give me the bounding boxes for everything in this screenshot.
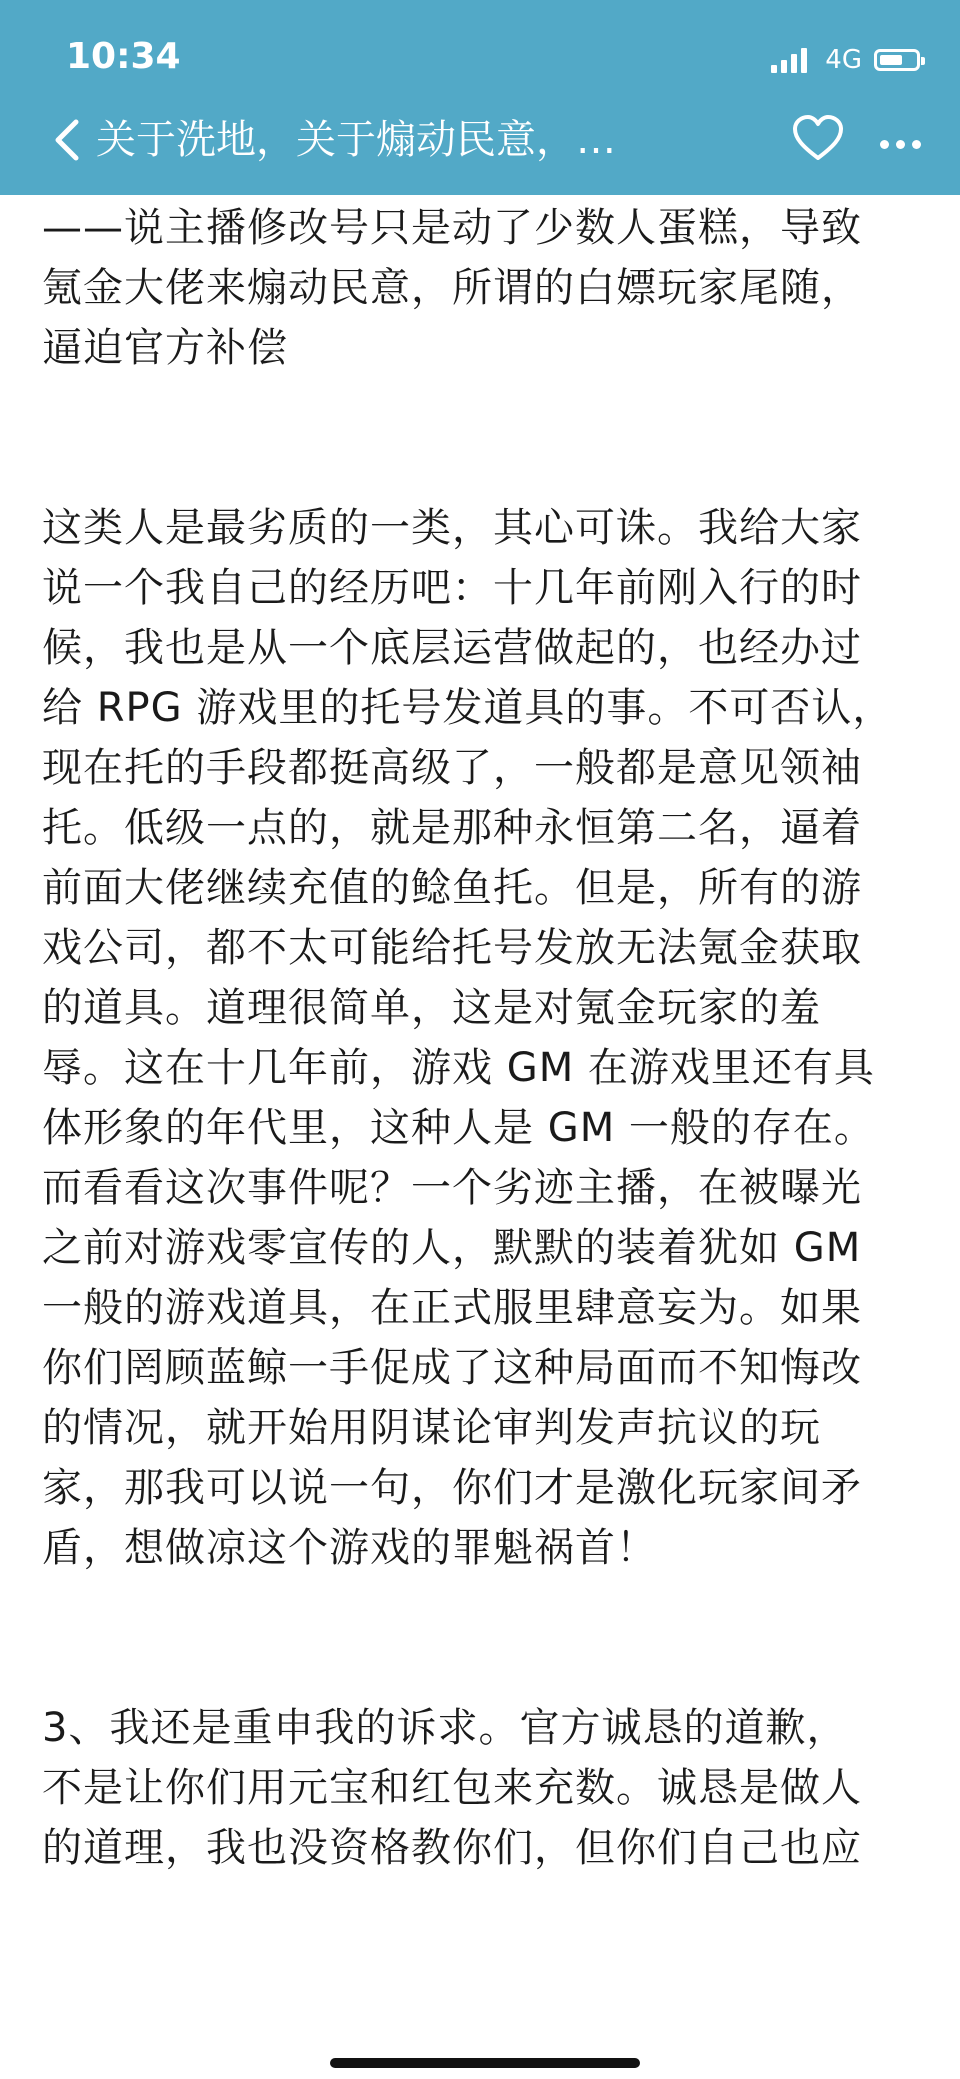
paragraph-line: 盾，想做凉这个游戏的罪魁祸首！ (42, 1525, 657, 1571)
paragraph-line: 氪金大佬来煽动民意，所谓的白嫖玩家尾随， (42, 265, 862, 311)
navigation-bar (0, 100, 960, 180)
paragraph-line: 家，那我可以说一句，你们才是激化玩家间矛 (42, 1465, 862, 1511)
signal-icon (771, 47, 811, 73)
paragraph-line: 不是让你们用元宝和红包来充数。诚恳是做人 (42, 1765, 862, 1811)
paragraph-line: 而看看这次事件呢？一个劣迹主播，在被曝光 (42, 1165, 862, 1211)
paragraph-line: 之前对游戏零宣传的人，默默的装着犹如 GM (42, 1225, 862, 1271)
paragraph-line: 辱。这在十几年前，游戏 GM 在游戏里还有具 (42, 1045, 875, 1091)
article-body (42, 198, 922, 1878)
paragraph-line: 3、我还是重申我的诉求。官方诚恳的道歉， (42, 1705, 848, 1751)
paragraph-spacer (42, 378, 922, 498)
chevron-left-icon[interactable] (48, 118, 88, 162)
home-indicator[interactable] (330, 2058, 640, 2068)
more-icon[interactable] (880, 134, 930, 146)
paragraph-line: 候，我也是从一个底层运营做起的，也经办过 (42, 625, 862, 671)
paragraph-line: 的道具。道理很简单，这是对氪金玩家的羞 (42, 985, 821, 1031)
page-title: 关于洗地，关于煽动民意，… (96, 117, 616, 163)
status-indicators (771, 40, 920, 80)
paragraph-line: 逼迫官方补偿 (42, 325, 288, 371)
paragraph-line: 你们罔顾蓝鲸一手促成了这种局面而不知悔改 (42, 1345, 862, 1391)
paragraph-line: 戏公司，都不太可能给托号发放无法氪金获取 (42, 925, 862, 971)
battery-icon (874, 49, 920, 71)
paragraph-spacer (42, 1578, 922, 1698)
paragraph-line: 现在托的手段都挺高级了，一般都是意见领袖 (42, 745, 862, 791)
paragraph-line: 说一个我自己的经历吧：十几年前刚入行的时 (42, 565, 862, 611)
paragraph-line: ——说主播修改号只是动了少数人蛋糕，导致 (42, 205, 862, 251)
paragraph-line: 的道理，我也没资格教你们，但你们自己也应 (42, 1825, 862, 1871)
paragraph-line: 托。低级一点的，就是那种永恒第二名，逼着 (42, 805, 862, 851)
paragraph-line: 前面大佬继续充值的鲶鱼托。但是，所有的游 (42, 865, 862, 911)
status-time: 10:34 (66, 36, 181, 77)
app-header (0, 0, 960, 195)
paragraph-line: 体形象的年代里，这种人是 GM 一般的存在。 (42, 1105, 875, 1151)
paragraph-line: 的情况，就开始用阴谋论审判发声抗议的玩 (42, 1405, 821, 1451)
paragraph-line: 这类人是最劣质的一类，其心可诛。我给大家 (42, 505, 862, 551)
heart-icon[interactable] (792, 114, 844, 162)
paragraph-line: 给 RPG 游戏里的托号发道具的事。不可否认， (42, 685, 894, 731)
paragraph-line: 一般的游戏道具，在正式服里肆意妄为。如果 (42, 1285, 862, 1331)
network-type: 4G (825, 45, 862, 75)
